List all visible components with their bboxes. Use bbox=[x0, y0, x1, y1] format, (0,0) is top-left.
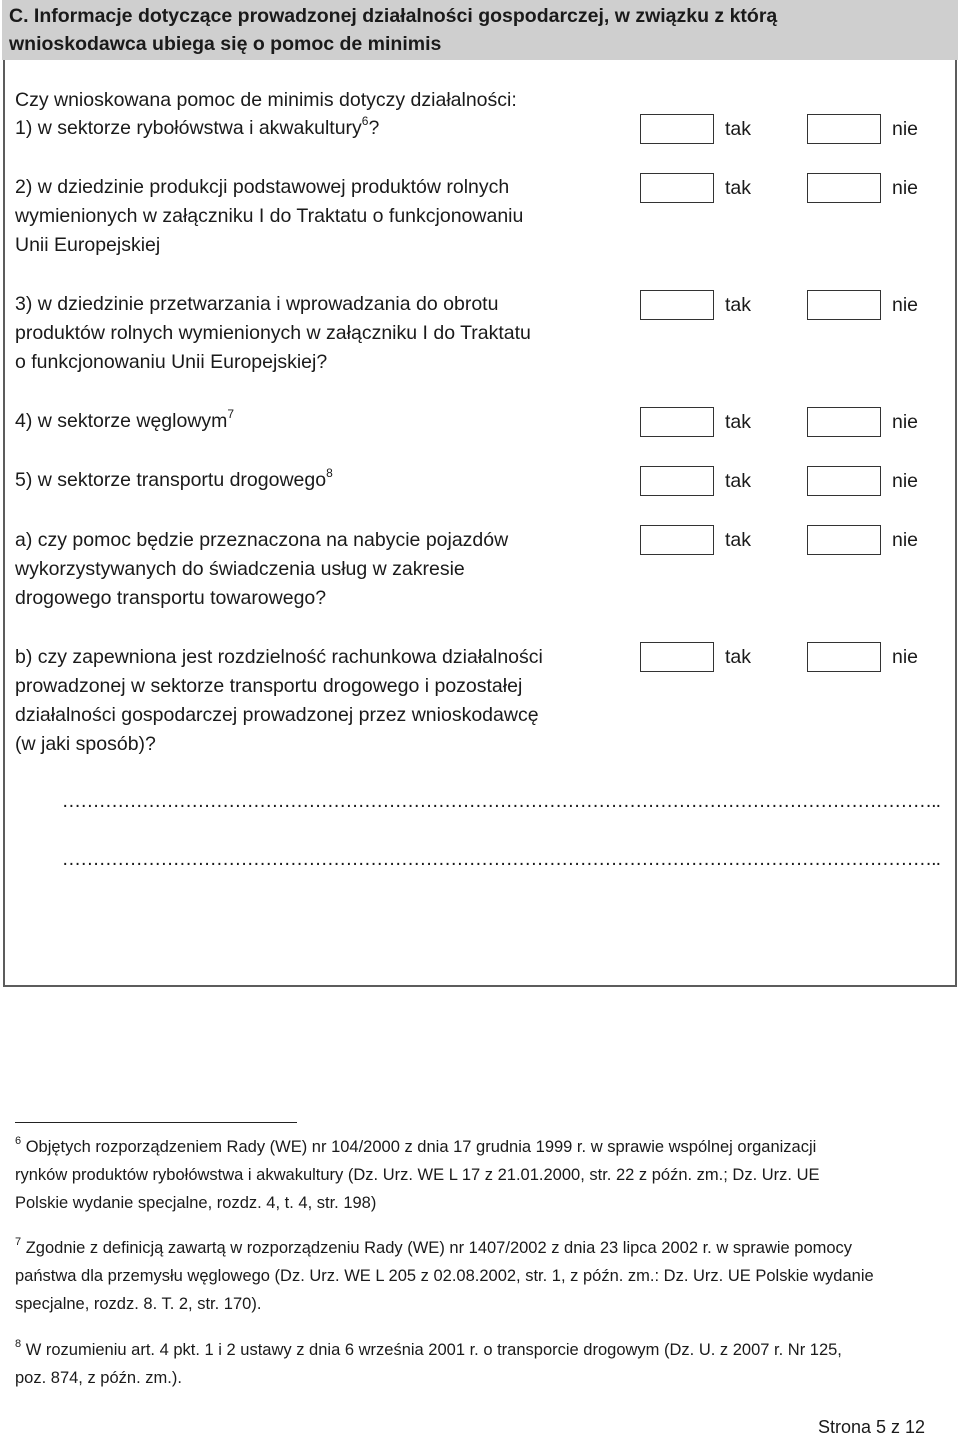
answer-line-1[interactable]: …………………………………………………………………………………………………………………………….. bbox=[61, 790, 940, 812]
footnote-ref-7: 7 bbox=[227, 407, 235, 421]
checkbox-no[interactable] bbox=[807, 466, 881, 496]
question-agri-processing: 3) w dziedzinie przetwarzania i wprowadzania do obrotu produktów rolnych wymienionych w załączniku I do Traktatu o funkcjonowaniu Unii Europejskiej? bbox=[15, 293, 531, 373]
question-accounting-separation: b) czy zapewniona jest rozdzielność rachunkowa działalności prowadzonej w sektorze transportu drogowego i pozostałej działalności gospodarczej prowadzonej przez wnioskodawcę (w jaki sposób)? bbox=[15, 646, 543, 755]
checkbox-yes[interactable] bbox=[640, 114, 714, 144]
label-no: nie bbox=[892, 294, 919, 316]
label-yes: tak bbox=[725, 529, 752, 551]
label-yes: tak bbox=[725, 294, 752, 316]
question-road-transport: 5) w sektorze transportu drogowego$^8$ bbox=[15, 466, 333, 491]
footnote-8: $^8$ W rozumieniu art. 4 pkt. 1 i 2 ustawy z dnia 6 września 2001 r. o transporcie drogowym (Dz. U. z 2007 r. Nr 125, poz. 874, z późn. zm.). bbox=[15, 1338, 842, 1387]
checkbox-yes[interactable] bbox=[640, 642, 714, 672]
checkbox-yes[interactable] bbox=[640, 407, 714, 437]
question-vehicles: a) czy pomoc będzie przeznaczona na nabycie pojazdów wykorzystywanych do świadczenia usług w zakresie drogowego transportu towarowego? bbox=[15, 529, 509, 609]
checkbox-yes[interactable] bbox=[640, 466, 714, 496]
checkbox-no[interactable] bbox=[807, 173, 881, 203]
footnote-separator bbox=[15, 1122, 297, 1123]
label-yes: tak bbox=[725, 470, 752, 492]
question-fisheries: 1) w sektorze rybołówstwa i akwakultury$^6$? bbox=[15, 114, 380, 139]
question-agri-production: 2) w dziedzinie produkcji podstawowej produktów rolnych wymienionych w załączniku I do Traktatu o funkcjonowaniu Unii Europejskiej bbox=[15, 176, 524, 256]
checkbox-no[interactable] bbox=[807, 642, 881, 672]
checkbox-no[interactable] bbox=[807, 114, 881, 144]
label-no: nie bbox=[892, 470, 919, 492]
checkbox-no[interactable] bbox=[807, 407, 881, 437]
label-no: nie bbox=[892, 177, 919, 199]
footnote-ref-8: 8 bbox=[326, 466, 333, 480]
checkbox-yes[interactable] bbox=[640, 173, 714, 203]
label-yes: tak bbox=[725, 177, 752, 199]
section-title bbox=[2, 0, 958, 60]
intro-question: Czy wnioskowana pomoc de minimis dotyczy działalności: bbox=[15, 89, 517, 111]
label-yes: tak bbox=[725, 411, 752, 433]
question-coal: 4) w sektorze węglowym$^7$ bbox=[15, 407, 235, 432]
checkbox-no[interactable] bbox=[807, 290, 881, 320]
label-no: nie bbox=[892, 529, 919, 551]
footnote-ref-6: 6 bbox=[361, 114, 369, 128]
section-title-line-2: wnioskodawca ubiega się o pomoc de minimis bbox=[9, 33, 442, 55]
footnote-6: $^6$ Objętych rozporządzeniem Rady (WE) nr 104/2000 z dnia 17 grudnia 1999 r. w sprawie wspólnej organizacji rynków produktów rybołówstwa i akwakultury (Dz. Urz. WE L 17 z 21.01.2000, str. 22 z późn. zm.; Dz. Urz. UE Polskie wydanie specjalne, rozdz. 4, t. 4, str. 198) bbox=[15, 1135, 820, 1212]
label-no: nie bbox=[892, 411, 919, 433]
label-no: nie bbox=[892, 646, 919, 668]
checkbox-no[interactable] bbox=[807, 525, 881, 555]
label-yes: tak bbox=[725, 646, 752, 668]
label-yes: tak bbox=[725, 118, 752, 140]
label-no: nie bbox=[892, 118, 919, 140]
section-title-line-1: C. Informacje dotyczące prowadzonej działalności gospodarczej, w związku z którą bbox=[9, 5, 778, 27]
checkbox-yes[interactable] bbox=[640, 290, 714, 320]
page-number: Strona 5 z 12 bbox=[818, 1417, 926, 1437]
checkbox-yes[interactable] bbox=[640, 525, 714, 555]
footnote-7: $^7$ Zgodnie z definicją zawartą w rozporządzeniu Rady (WE) nr 1407/2002 z dnia 23 lipca 2002 r. w sprawie pomocy państwa dla przemysłu węglowego (Dz. Urz. WE L 205 z 02.08.2002, str. 1, z późn. zm.: Dz. Urz. UE Polskie wydanie specjalne, rozdz. 8. T. 2, str. 170). bbox=[15, 1236, 874, 1313]
answer-line-2[interactable]: …………………………………………………………………………………………………………………………….. bbox=[61, 848, 940, 870]
